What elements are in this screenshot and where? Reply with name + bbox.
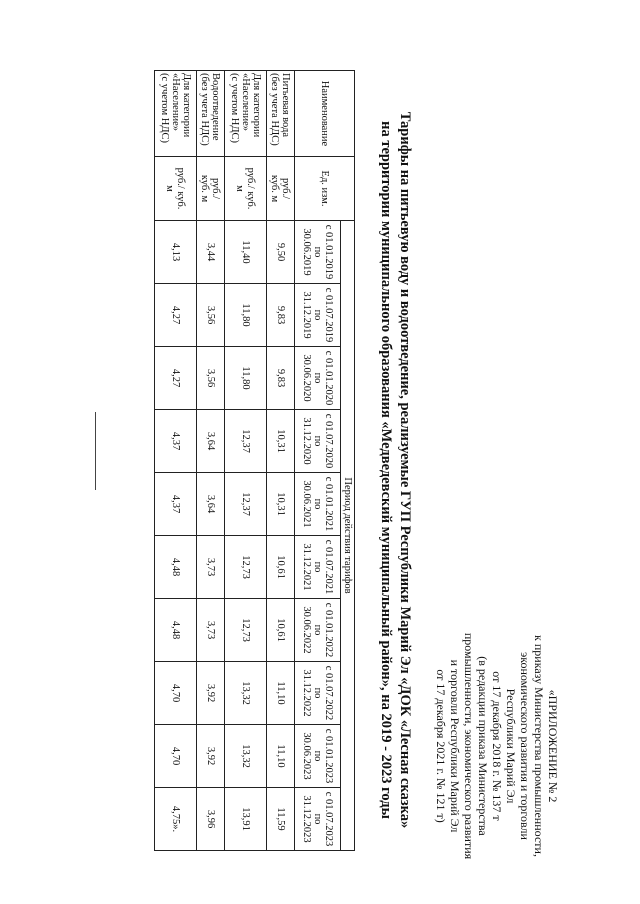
period-mid: по	[312, 750, 323, 762]
period-from: с 01.07.2019	[323, 287, 334, 343]
row-name-line: (без учета НДС)	[269, 73, 281, 146]
period-to: 30.06.2021	[301, 480, 312, 528]
tariff-value: 3,44	[197, 221, 225, 284]
tariff-value: 11,80	[225, 347, 267, 410]
tariff-row	[225, 71, 267, 851]
tariff-row	[267, 71, 295, 851]
appendix-line: от 17 декабря 2018 г. № 137 т	[490, 671, 504, 821]
tariff-row	[155, 71, 197, 851]
row-unit	[155, 157, 197, 221]
period-to: 31.12.2020	[301, 417, 312, 465]
row-name-line: Для категории	[181, 73, 192, 138]
tariff-value: 3,96	[197, 788, 225, 851]
row-unit	[197, 157, 225, 221]
tariff-value: 3,64	[197, 473, 225, 536]
row-unit-line: куб. м	[269, 174, 281, 203]
period-to: 31.12.2023	[301, 795, 312, 843]
row-unit-line: м	[234, 185, 246, 192]
tariff-value: 3,64	[197, 410, 225, 473]
period-to: 31.12.2019	[301, 291, 312, 339]
tariff-value: 11,10	[267, 662, 295, 725]
appendix-line: Республики Марий Эл	[504, 688, 518, 804]
period-mid: по	[312, 435, 323, 447]
header-period: Период действия тарифов	[341, 221, 355, 851]
period-mid: по	[312, 813, 323, 825]
tariff-value: 11,10	[267, 725, 295, 788]
tariff-value: 4,70	[155, 725, 197, 788]
row-name-line: (с учетом НДС)	[159, 73, 170, 143]
tariff-value: 4,48	[155, 599, 197, 662]
title-line-2: на территории муниципального образования «Медведевский муниципальный район», на 2019 - 2023 годы	[378, 121, 394, 819]
row-unit-line: руб./	[280, 177, 292, 200]
tariff-value: 9,83	[267, 284, 295, 347]
row-name	[225, 71, 267, 157]
period-to: 30.06.2019	[301, 228, 312, 276]
period-to: 30.06.2023	[301, 732, 312, 780]
period-from: с 01.07.2023	[323, 791, 334, 847]
tariff-value: 12,73	[225, 536, 267, 599]
tariff-row	[197, 71, 225, 851]
tariff-value: 4,37	[155, 410, 197, 473]
period-from: с 01.01.2023	[323, 728, 334, 784]
tariff-value: 10,31	[267, 473, 295, 536]
period-to: 30.06.2020	[301, 354, 312, 402]
period-header	[295, 221, 341, 284]
appendix-line: промышленности, экономического развития	[462, 632, 476, 860]
period-mid: по	[312, 246, 323, 258]
row-name	[267, 71, 295, 157]
tariff-value: 9,83	[267, 347, 295, 410]
period-header	[295, 473, 341, 536]
period-header	[295, 410, 341, 473]
row-unit-line: руб./ куб.	[245, 167, 257, 210]
period-from: с 01.07.2022	[323, 665, 334, 721]
tariff-value: 11,40	[225, 221, 267, 284]
row-unit-line: м	[164, 185, 176, 192]
document-title	[376, 40, 414, 900]
tariff-value: 12,37	[225, 473, 267, 536]
row-name	[155, 71, 197, 157]
appendix-line: экономического развития и торговли	[518, 652, 532, 840]
period-from: с 01.07.2020	[323, 413, 334, 469]
tariff-value: 4,75».	[155, 788, 197, 851]
tariff-value: 12,73	[225, 599, 267, 662]
tariff-value: 4,13	[155, 221, 197, 284]
period-mid: по	[312, 687, 323, 699]
period-mid: по	[312, 372, 323, 384]
tariff-value: 4,37	[155, 473, 197, 536]
appendix-line: и торговли Республики Марий Эл	[448, 659, 462, 833]
period-header	[295, 284, 341, 347]
tariff-value: 3,92	[197, 662, 225, 725]
period-to: 31.12.2022	[301, 669, 312, 717]
row-name-line: Для категории	[251, 73, 262, 138]
tariff-value: 10,61	[267, 536, 295, 599]
appendix-line: к приказу Министерства промышленности,	[532, 635, 546, 857]
tariff-value: 3,92	[197, 725, 225, 788]
tariff-value: 3,73	[197, 599, 225, 662]
period-from: с 01.01.2021	[323, 476, 334, 532]
signature-rule	[95, 412, 96, 490]
row-unit-line: руб./ куб.	[175, 167, 187, 210]
row-name-line: Водоотведение	[210, 73, 222, 141]
period-from: с 01.07.2021	[323, 539, 334, 595]
appendix-line: от 17 декабря 2021 г. № 121 т)	[434, 669, 448, 823]
tariff-value: 4,27	[155, 284, 197, 347]
row-unit	[225, 157, 267, 221]
tariff-value: 3,56	[197, 347, 225, 410]
row-unit	[267, 157, 295, 221]
period-from: с 01.01.2020	[323, 350, 334, 406]
header-unit: Ед. изм.	[295, 157, 355, 221]
appendix-note	[434, 616, 560, 876]
period-header	[295, 662, 341, 725]
row-name-line: Питьевая вода	[280, 73, 292, 138]
tariff-value: 4,27	[155, 347, 197, 410]
tariff-value: 9,50	[267, 221, 295, 284]
period-mid: по	[312, 561, 323, 573]
tariff-table	[154, 70, 355, 851]
row-name	[197, 71, 225, 157]
period-from: с 01.01.2022	[323, 602, 334, 658]
tariff-value: 4,70	[155, 662, 197, 725]
period-to: 30.06.2022	[301, 606, 312, 654]
period-header	[295, 347, 341, 410]
period-mid: по	[312, 309, 323, 321]
row-unit-line: куб. м	[199, 174, 211, 203]
tariff-value: 13,32	[225, 725, 267, 788]
tariff-value: 4,48	[155, 536, 197, 599]
tariff-value: 13,91	[225, 788, 267, 851]
appendix-line: «ПРИЛОЖЕНИЕ № 2	[546, 689, 560, 803]
row-name-line: «Население»	[240, 73, 251, 131]
tariff-value: 3,73	[197, 536, 225, 599]
tariff-value: 10,61	[267, 599, 295, 662]
tariff-value: 3,56	[197, 284, 225, 347]
period-header	[295, 788, 341, 851]
header-name: Наименование	[295, 71, 355, 157]
period-header	[295, 536, 341, 599]
tariff-value: 11,59	[267, 788, 295, 851]
period-to: 31.12.2021	[301, 543, 312, 591]
period-mid: по	[312, 498, 323, 510]
appendix-line: (в редакции приказа Министерства	[476, 656, 490, 836]
tariff-value: 10,31	[267, 410, 295, 473]
period-from: с 01.01.2019	[323, 224, 334, 280]
tariff-value: 13,32	[225, 662, 267, 725]
period-header	[295, 725, 341, 788]
period-mid: по	[312, 624, 323, 636]
row-name-line: «Население»	[170, 73, 181, 131]
row-unit-line: руб./	[210, 177, 222, 200]
row-name-line: (без учета НДС)	[199, 73, 211, 146]
row-name-line: (с учетом НДС)	[229, 73, 240, 143]
tariff-value: 12,37	[225, 410, 267, 473]
tariff-value: 11,80	[225, 284, 267, 347]
period-header	[295, 599, 341, 662]
title-line-1: Тарифы на питьевую воду и водоотведение, реализуемые ГУП Республики Марий Эл «ДОК «Лесная сказка»	[397, 111, 413, 829]
